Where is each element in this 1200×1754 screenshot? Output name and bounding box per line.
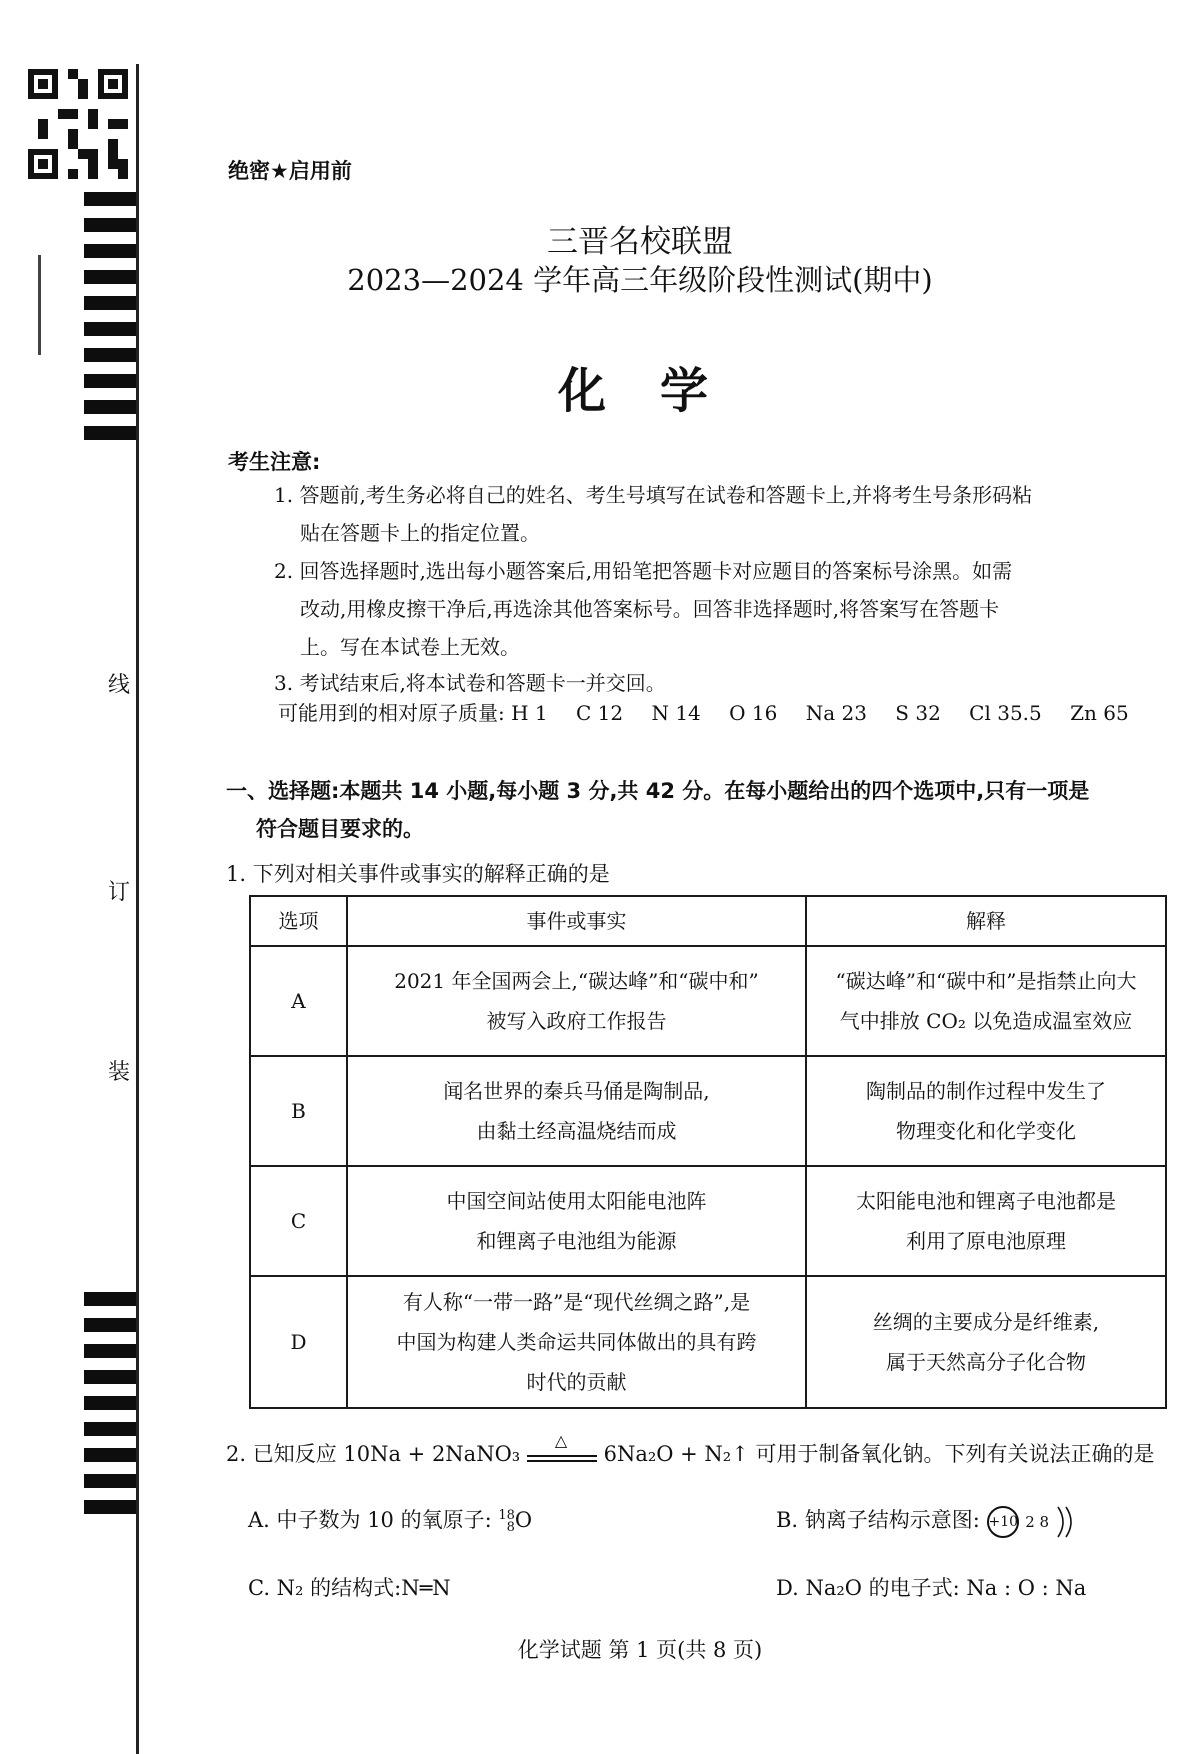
mass-value: N 14: [651, 701, 701, 725]
atomic-number: 8: [506, 1519, 515, 1535]
section-heading: [226, 772, 1176, 848]
secret-mark: 绝密★启用前: [228, 159, 352, 183]
binding-bar: [84, 1474, 136, 1488]
row-option: D: [250, 1276, 347, 1408]
cell-line: 时代的贡献: [526, 1370, 627, 1394]
exam-title: 2023—2024 学年高三年级阶段性测试(期中): [347, 263, 933, 297]
table-row: [250, 1056, 1166, 1166]
cell-line: 陶制品的制作过程中发生了: [866, 1079, 1106, 1103]
cell-line: 太阳能电池和锂离子电池都是: [856, 1189, 1116, 1213]
header-explanation: 解释: [806, 896, 1166, 946]
cell-line: “碳达峰”和“碳中和”是指禁止向大: [835, 969, 1137, 993]
option-b-label: B. 钠离子结构示意图:: [776, 1508, 980, 1532]
row-option: B: [250, 1056, 347, 1166]
heat-condition: △: [554, 1430, 568, 1450]
notice-line: 3. 考试结束后,将本试卷和答题卡一并交回。: [274, 671, 666, 695]
option-b: [776, 1504, 1078, 1539]
reaction-equals-sign: [527, 1430, 597, 1469]
mass-value: Zn 65: [1070, 701, 1129, 725]
notice-line: 1. 答题前,考生务必将自己的姓名、考生号填写在试卷和答题卡上,并将考生号条形码粘: [274, 483, 1033, 507]
mass-value: S 32: [895, 701, 941, 725]
electron-formula: Na : O : Na: [966, 1576, 1087, 1600]
notice-line: 改动,用橡皮擦干净后,再选涂其他答案标号。回答非选择题时,将答案写在答题卡: [300, 597, 1000, 621]
reaction-reactants: 2. 已知反应 10Na + 2NaNO₃: [226, 1442, 521, 1466]
binding-bar: [84, 1500, 136, 1514]
section-line: 符合题目要求的。: [256, 817, 424, 841]
cell-line: 中国空间站使用太阳能电池阵: [446, 1189, 707, 1213]
binding-bar: [84, 426, 136, 440]
binding-bar: [84, 1344, 136, 1358]
notice-line: 上。写在本试卷上无效。: [300, 635, 520, 659]
header-event: 事件或事实: [347, 896, 806, 946]
table-row: [250, 946, 1166, 1056]
row-explanation: [806, 1166, 1166, 1276]
row-explanation: [806, 1276, 1166, 1408]
binding-bar: [84, 192, 136, 206]
binding-bar: [84, 1318, 136, 1332]
cell-line: 被写入政府工作报告: [486, 1009, 667, 1033]
cell-line: 中国为构建人类命运共同体做出的具有跨: [396, 1330, 757, 1354]
cell-line: 丝绸的主要成分是纤维素,: [872, 1310, 1100, 1334]
cell-line: 2021 年全国两会上,“碳达峰”和“碳中和”: [394, 969, 759, 993]
question-1-stem: 1. 下列对相关事件或事实的解释正确的是: [226, 862, 610, 886]
cell-line: 由黏土经高温烧结而成: [476, 1119, 677, 1143]
option-d: [776, 1572, 1086, 1602]
row-explanation: [806, 946, 1166, 1056]
reaction-products: 6Na₂O + N₂↑ 可用于制备氧化钠。下列有关说法正确的是: [603, 1442, 1155, 1466]
mass-value: Cl 35.5: [969, 701, 1042, 725]
cell-line: 利用了原电池原理: [906, 1229, 1066, 1253]
binding-bar: [84, 322, 136, 336]
row-explanation: [806, 1056, 1166, 1166]
mass-value: H 1: [511, 701, 548, 725]
row-option: A: [250, 946, 347, 1056]
atomic-masses: [278, 697, 1151, 726]
table-row: [250, 1276, 1166, 1408]
row-event: [347, 1056, 806, 1166]
cell-line: 物理变化和化学变化: [896, 1119, 1076, 1143]
shell-arcs-icon: [1056, 1505, 1078, 1539]
notice-item-1: [274, 476, 1154, 552]
binding-line: [136, 64, 139, 1754]
notice-title: 考生注意:: [228, 450, 321, 474]
notice-line: 2. 回答选择题时,选出每小题答案后,用铅笔把答题卡对应题目的答案标号涂黑。如需: [274, 559, 1013, 583]
header-option: 选项: [250, 896, 347, 946]
notice-item-2: [274, 552, 1154, 666]
mass-value: C 12: [576, 701, 624, 725]
binding-bar: [84, 1396, 136, 1410]
electron-shells: 2 8: [1025, 1513, 1050, 1531]
binding-bar: [84, 1370, 136, 1384]
mass-number: 18: [498, 1507, 515, 1523]
cell-line: 闻名世界的秦兵马俑是陶制品,: [443, 1079, 710, 1103]
question-2-stem: [226, 1430, 1155, 1469]
binding-char-ding: 订: [108, 880, 131, 905]
qr-code-icon: [28, 68, 128, 180]
cell-line: 和锂离子电池组为能源: [476, 1229, 677, 1253]
alliance-title: 三晋名校联盟: [547, 224, 733, 260]
binding-bar: [84, 1292, 136, 1306]
table-header-row: [250, 896, 1166, 946]
mass-value: Na 23: [805, 701, 867, 725]
masses-label: 可能用到的相对原子质量:: [278, 701, 505, 725]
mass-value: O 16: [729, 701, 778, 725]
option-c: C. N₂ 的结构式:N═N: [248, 1576, 451, 1600]
page-footer: 化学试题 第 1 页(共 8 页): [517, 1638, 763, 1662]
binding-bar: [84, 1448, 136, 1462]
section-line: 一、选择题:本题共 14 小题,每小题 3 分,共 42 分。在每小题给出的四个选项中,只有一项是: [226, 779, 1090, 803]
cell-line: 属于天然高分子化合物: [886, 1350, 1086, 1374]
binding-char-zhuang: 装: [108, 1060, 131, 1085]
nucleus-circle: +10: [987, 1506, 1019, 1538]
option-d-label: D. Na₂O 的电子式:: [776, 1576, 960, 1600]
option-a: [248, 1504, 532, 1534]
cell-line: 气中排放 CO₂ 以免造成温室效应: [839, 1009, 1133, 1033]
isotope-notation: [498, 1507, 515, 1535]
question-1-table: [249, 895, 1167, 1409]
cell-line: 有人称“一带一路”是“现代丝绸之路”,是: [402, 1290, 751, 1314]
element-symbol: O: [514, 1508, 533, 1532]
row-event: [347, 1276, 806, 1408]
binding-bar: [84, 1422, 136, 1436]
subject-title: 化学: [557, 363, 762, 419]
row-option: C: [250, 1166, 347, 1276]
table-row: [250, 1166, 1166, 1276]
option-a-label: A. 中子数为 10 的氧原子:: [248, 1508, 492, 1532]
binding-char-xian: 线: [108, 673, 131, 698]
row-event: [347, 1166, 806, 1276]
notice-line: 贴在答题卡上的指定位置。: [300, 521, 540, 545]
row-event: [347, 946, 806, 1056]
